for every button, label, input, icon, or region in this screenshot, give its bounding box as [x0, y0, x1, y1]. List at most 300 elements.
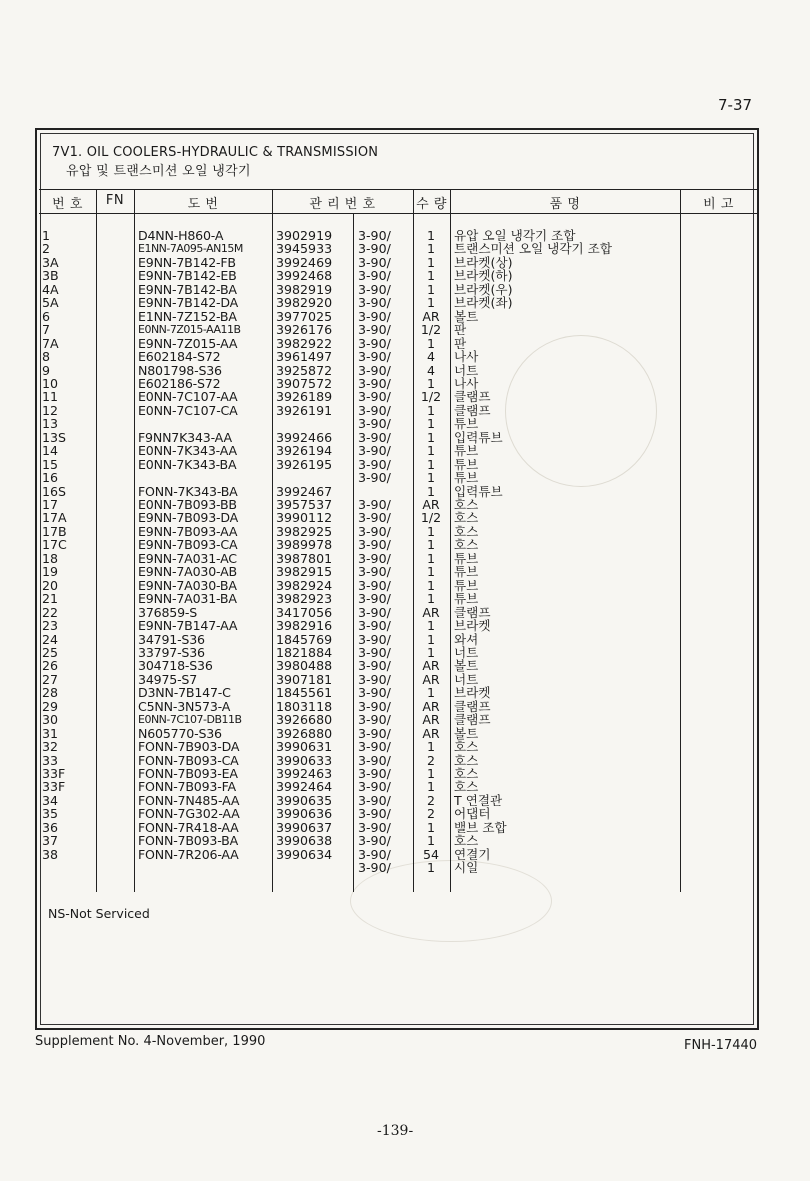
part-number-cell: 36: [42, 819, 59, 835]
quantity-cell: 1: [426, 819, 435, 835]
quantity-cell: 1: [426, 429, 435, 445]
quantity-cell: 1: [426, 779, 435, 795]
part-name-cell: 나사: [454, 375, 479, 391]
management-date-cell: 3-90/: [358, 241, 391, 257]
drawing-number-cell: E602184-S72: [138, 349, 221, 365]
management-number-cell: 3982923: [276, 591, 333, 607]
drawing-number-cell: E0NN-7B093-BB: [138, 497, 237, 512]
management-number-cell: 3925872: [276, 362, 333, 378]
management-date-cell: 3-90/: [358, 698, 391, 714]
management-number-cell: 3990633: [276, 752, 333, 768]
management-number-cell: 1803118: [276, 698, 333, 714]
quantity-cell: AR: [422, 698, 440, 714]
part-number-cell: 2: [42, 241, 51, 257]
part-number-cell: 28: [42, 685, 59, 701]
quantity-cell: 54: [422, 846, 440, 862]
part-number-cell: 27: [42, 671, 59, 687]
header-fn: FN: [105, 193, 125, 208]
header-top-rule: [39, 189, 757, 190]
drawing-number-cell: FONN-7R206-AA: [138, 846, 239, 862]
management-date-cell: 3-90/: [358, 362, 391, 378]
part-name-cell: 튜브: [454, 577, 479, 593]
part-name-cell: 너트: [454, 671, 479, 687]
management-date-cell: 3-90/: [358, 766, 391, 781]
drawing-number-cell: E9NN-7B147-AA: [138, 618, 238, 634]
drawing-number-cell: FONN-7B093-CA: [138, 752, 239, 768]
quantity-cell: 1/2: [420, 322, 442, 338]
quantity-cell: 2: [426, 792, 435, 808]
part-name-cell: 브라켓(좌): [454, 295, 513, 311]
management-number-cell: 3907572: [276, 375, 333, 391]
part-name-cell: 브라켓: [454, 685, 491, 701]
quantity-cell: 1: [426, 591, 435, 607]
quantity-cell: 1: [426, 443, 435, 459]
management-date-cell: 3-90/: [358, 860, 391, 876]
management-date-cell: 3-90/: [358, 228, 391, 243]
management-number-cell: 3992463: [276, 766, 333, 781]
part-number-cell: 30: [42, 712, 59, 728]
management-date-cell: 3-90/: [358, 443, 391, 459]
management-date-cell: 3-90/: [358, 456, 391, 472]
drawing-number-cell: E9NN-7A031-AC: [138, 550, 237, 566]
management-number-cell: 3992469: [276, 254, 333, 270]
part-number-cell: 10: [42, 375, 59, 391]
quantity-cell: 1: [426, 550, 435, 566]
drawing-number-cell: D4NN-H860-A: [138, 228, 224, 243]
part-name-cell: 호스: [454, 766, 479, 781]
management-date-cell: 3-90/: [358, 349, 391, 365]
management-number-cell: 3980488: [276, 658, 333, 674]
header-bottom-rule: [39, 213, 757, 214]
part-name-cell: 브라켓(우): [454, 281, 513, 297]
part-number-cell: 19: [42, 564, 59, 580]
management-date-cell: 3-90/: [358, 550, 391, 566]
part-name-cell: 튜브: [454, 456, 479, 472]
drawing-number-cell: E9NN-7B142-FB: [138, 254, 236, 270]
part-name-cell: 튜브: [454, 564, 479, 580]
quantity-cell: AR: [422, 604, 440, 620]
part-name-cell: 볼트: [454, 725, 479, 741]
management-number-cell: 3977025: [276, 308, 333, 324]
management-date-cell: 3-90/: [358, 416, 391, 432]
management-date-cell: 3-90/: [358, 779, 391, 795]
management-date-cell: 3-90/: [358, 322, 391, 338]
column-divider: [450, 189, 451, 892]
part-number-cell: 21: [42, 591, 59, 607]
management-date-cell: 3-90/: [358, 752, 391, 768]
management-number-cell: 3990635: [276, 792, 333, 808]
management-number-cell: 3926194: [276, 443, 333, 459]
management-number-cell: 3987801: [276, 550, 333, 566]
drawing-number-cell: E9NN-7B142-DA: [138, 295, 239, 311]
part-number-cell: 17A: [42, 510, 67, 526]
management-number-cell: 3992467: [276, 483, 333, 499]
part-number-cell: 17: [42, 497, 59, 512]
column-divider: [272, 189, 273, 892]
drawing-number-cell: F9NN7K343-AA: [138, 429, 232, 445]
part-number-cell: 34: [42, 792, 59, 808]
management-number-cell: 3982922: [276, 335, 333, 351]
part-name-cell: 호스: [454, 833, 479, 849]
header-remark: 비 고: [703, 197, 734, 212]
management-number-cell: 3990112: [276, 510, 333, 526]
part-name-cell: 판: [454, 335, 467, 351]
management-date-cell: 3-90/: [358, 685, 391, 701]
quantity-cell: 1: [426, 523, 435, 539]
management-number-cell: 3990637: [276, 819, 333, 835]
management-number-cell: 3957537: [276, 497, 333, 512]
management-number-cell: 3982915: [276, 564, 333, 580]
part-number-cell: 35: [42, 806, 59, 822]
quantity-cell: 1/2: [420, 389, 442, 405]
drawing-number-cell: C5NN-3N573-A: [138, 698, 231, 714]
section-subtitle-korean: 유압 및 트랜스미션 오일 냉각기: [66, 164, 251, 179]
quantity-cell: 1: [426, 618, 435, 634]
quantity-cell: 4: [426, 362, 435, 378]
management-date-cell: 3-90/: [358, 644, 391, 660]
management-number-cell: 3992466: [276, 429, 333, 445]
column-divider: [134, 189, 135, 892]
management-number-cell: 3926195: [276, 456, 333, 472]
part-number-cell: 12: [42, 402, 59, 418]
quantity-cell: 1: [426, 402, 435, 418]
quantity-cell: AR: [422, 497, 440, 512]
management-number-cell: 3907181: [276, 671, 333, 687]
part-name-cell: 볼트: [454, 658, 479, 674]
part-number-cell: 33F: [42, 766, 66, 781]
part-name-cell: 브라켓: [454, 618, 491, 634]
management-number-cell: 3990638: [276, 833, 333, 849]
part-name-cell: 클램프: [454, 712, 491, 728]
management-date-cell: 3-90/: [358, 671, 391, 687]
part-name-cell: T 연결관: [454, 792, 503, 808]
header-part-name: 품 명: [549, 197, 581, 212]
management-date-cell: 3-90/: [358, 725, 391, 741]
quantity-cell: 1: [426, 685, 435, 701]
management-number-cell: 3982919: [276, 281, 333, 297]
quantity-cell: 1/2: [420, 510, 442, 526]
part-number-cell: 13S: [42, 429, 67, 445]
quantity-cell: 4: [426, 349, 435, 365]
management-date-cell: 3-90/: [358, 254, 391, 270]
management-number-cell: 3982924: [276, 577, 333, 593]
drawing-number-cell: E9NN-7Z015-AA: [138, 335, 238, 351]
part-name-cell: 클램프: [454, 402, 491, 418]
part-name-cell: 호스: [454, 523, 479, 539]
quantity-cell: 1: [426, 281, 435, 297]
part-name-cell: 튜브: [454, 550, 479, 566]
part-name-cell: 클램프: [454, 604, 491, 620]
part-name-cell: 클램프: [454, 698, 491, 714]
drawing-number-cell: N605770-S36: [138, 725, 222, 741]
management-number-cell: 3926176: [276, 322, 333, 338]
part-number-cell: 24: [42, 631, 59, 647]
header-number: 번 호: [52, 197, 83, 212]
part-name-cell: 호스: [454, 537, 479, 553]
part-number-cell: 18: [42, 550, 59, 566]
part-name-cell: 밸브 조합: [454, 819, 507, 835]
quantity-cell: 1: [426, 631, 435, 647]
part-name-cell: 입력튜브: [454, 429, 503, 445]
drawing-number-cell: FONN-7K343-BA: [138, 483, 238, 499]
footnote: NS-Not Serviced: [48, 906, 150, 921]
management-date-cell: 3-90/: [358, 833, 391, 849]
part-name-cell: 브라켓(상): [454, 254, 513, 270]
drawing-number-cell: 376859-S: [138, 604, 198, 620]
part-number-cell: 8: [42, 349, 51, 365]
drawing-number-cell: E9NN-7B093-CA: [138, 537, 238, 553]
quantity-cell: 1: [426, 739, 435, 755]
part-number-cell: 29: [42, 698, 59, 714]
header-quantity: 수 량: [416, 197, 447, 212]
header-drawing-number: 도 번: [187, 197, 219, 212]
drawing-number-cell: FONN-7N485-AA: [138, 792, 240, 808]
part-name-cell: 브라켓(하): [454, 268, 513, 284]
part-number-cell: 11: [42, 389, 59, 405]
part-number-cell: 32: [42, 739, 59, 755]
quantity-cell: 1: [426, 254, 435, 270]
section-title: 7V1. OIL COOLERS-HYDRAULIC & TRANSMISSION: [52, 145, 379, 160]
part-name-cell: 너트: [454, 644, 479, 660]
management-date-cell: 3-90/: [358, 510, 391, 526]
part-number-cell: 7A: [42, 335, 59, 351]
drawing-number-cell: E0NN-7C107-DB11B: [138, 713, 242, 727]
quantity-cell: 1: [426, 456, 435, 472]
drawing-number-cell: E1NN-7A095-AN15M: [138, 242, 243, 256]
part-number-cell: 15: [42, 456, 59, 472]
management-date-cell: 3-90/: [358, 402, 391, 418]
page-number-bottom: -139-: [377, 1123, 414, 1139]
part-number-cell: 22: [42, 604, 59, 620]
management-number-cell: 3990634: [276, 846, 333, 862]
part-number-cell: 7: [42, 322, 51, 338]
management-date-cell: 3-90/: [358, 806, 391, 822]
drawing-number-cell: FONN-7B093-FA: [138, 779, 236, 795]
part-number-cell: 3A: [42, 254, 59, 270]
quantity-cell: 2: [426, 806, 435, 822]
part-number-cell: 25: [42, 644, 59, 660]
drawing-number-cell: FONN-7B093-EA: [138, 766, 238, 781]
part-name-cell: 와셔: [454, 631, 479, 647]
drawing-number-cell: 34975-S7: [138, 671, 198, 687]
part-name-cell: 유압 오일 냉각기 조합: [454, 228, 576, 243]
management-number-cell: 1821884: [276, 644, 333, 660]
part-number-cell: 13: [42, 416, 59, 432]
management-date-cell: 3-90/: [358, 375, 391, 391]
management-number-cell: 3417056: [276, 604, 333, 620]
part-number-cell: 5A: [42, 295, 59, 311]
drawing-number-cell: E0NN-7Z015-AA11B: [138, 323, 241, 337]
footer-document-code: FNH-17440: [684, 1038, 758, 1053]
column-divider: [96, 189, 97, 892]
part-number-cell: 14: [42, 443, 59, 459]
drawing-number-cell: E9NN-7A030-AB: [138, 564, 237, 580]
drawing-number-cell: E9NN-7B093-DA: [138, 510, 239, 526]
drawing-number-cell: E0NN-7K343-AA: [138, 443, 237, 459]
part-number-cell: 17B: [42, 523, 67, 539]
header-management-number: 관 리 번 호: [309, 197, 376, 212]
drawing-number-cell: E0NN-7K343-BA: [138, 456, 237, 472]
part-name-cell: 입력튜브: [454, 483, 503, 499]
management-date-cell: 3-90/: [358, 712, 391, 728]
quantity-cell: 1: [426, 537, 435, 553]
management-date-cell: 3-90/: [358, 497, 391, 512]
management-date-cell: 3-90/: [358, 268, 391, 284]
part-name-cell: 호스: [454, 752, 479, 768]
quantity-cell: 1: [426, 860, 435, 876]
management-number-cell: 3926189: [276, 389, 333, 405]
part-number-cell: 16: [42, 470, 59, 486]
part-number-cell: 31: [42, 725, 59, 741]
quantity-cell: AR: [422, 308, 440, 324]
management-number-cell: 3961497: [276, 349, 333, 365]
management-number-cell: 3926191: [276, 402, 333, 418]
management-date-cell: 3-90/: [358, 564, 391, 580]
quantity-cell: AR: [422, 725, 440, 741]
part-number-cell: 1: [42, 228, 51, 243]
management-date-cell: 3-90/: [358, 604, 391, 620]
drawing-number-cell: E9NN-7B093-AA: [138, 523, 238, 539]
management-date-cell: 3-90/: [358, 335, 391, 351]
drawing-number-cell: FONN-7B903-DA: [138, 739, 240, 755]
management-date-cell: 3-90/: [358, 846, 391, 862]
management-date-cell: 3-90/: [358, 819, 391, 835]
quantity-cell: 2: [426, 752, 435, 768]
part-number-cell: 9: [42, 362, 51, 378]
management-date-cell: 3-90/: [358, 470, 391, 486]
part-name-cell: 호스: [454, 779, 479, 795]
drawing-number-cell: D3NN-7B147-C: [138, 685, 231, 701]
management-date-cell: 3-90/: [358, 792, 391, 808]
management-number-cell: 3945933: [276, 241, 333, 257]
quantity-cell: 1: [426, 564, 435, 580]
quantity-cell: 1: [426, 766, 435, 781]
management-number-cell: 1845769: [276, 631, 333, 647]
management-date-cell: 3-90/: [358, 537, 391, 553]
management-date-cell: 3-90/: [358, 739, 391, 755]
management-number-cell: 3982920: [276, 295, 333, 311]
drawing-number-cell: FONN-7R418-AA: [138, 819, 239, 835]
part-number-cell: 6: [42, 308, 51, 324]
part-number-cell: 26: [42, 658, 59, 674]
drawing-number-cell: E9NN-7B142-EB: [138, 268, 237, 284]
part-number-cell: 38: [42, 846, 59, 862]
quantity-cell: 1: [426, 483, 435, 499]
management-date-cell: 3-90/: [358, 281, 391, 297]
quantity-cell: AR: [422, 712, 440, 728]
management-date-cell: 3-90/: [358, 618, 391, 634]
quantity-cell: 1: [426, 644, 435, 660]
drawing-number-cell: E0NN-7C107-CA: [138, 402, 238, 418]
management-number-cell: 1845561: [276, 685, 333, 701]
drawing-number-cell: E1NN-7Z152-BA: [138, 308, 237, 324]
quantity-cell: AR: [422, 658, 440, 674]
part-name-cell: 연결기: [454, 846, 491, 862]
management-number-cell: 3926880: [276, 725, 333, 741]
part-name-cell: 튜브: [454, 416, 479, 432]
drawing-number-cell: FONN-7G302-AA: [138, 806, 240, 822]
column-divider: [353, 213, 354, 892]
management-date-cell: 3-90/: [358, 523, 391, 539]
page-number-top: 7-37: [718, 96, 753, 114]
drawing-number-cell: E9NN-7A030-BA: [138, 577, 237, 593]
management-date-cell: 3-90/: [358, 429, 391, 445]
quantity-cell: 1: [426, 375, 435, 391]
part-name-cell: 시일: [454, 860, 479, 876]
part-name-cell: 클램프: [454, 389, 491, 405]
drawing-number-cell: 34791-S36: [138, 631, 205, 647]
quantity-cell: 1: [426, 335, 435, 351]
part-number-cell: 17C: [42, 537, 67, 553]
part-number-cell: 3B: [42, 268, 59, 284]
quantity-cell: 1: [426, 295, 435, 311]
management-number-cell: 3982916: [276, 618, 333, 634]
part-name-cell: 판: [454, 322, 467, 338]
management-date-cell: 3-90/: [358, 308, 391, 324]
drawing-number-cell: FONN-7B093-BA: [138, 833, 238, 849]
part-number-cell: 33F: [42, 779, 66, 795]
column-divider: [680, 189, 681, 892]
part-name-cell: 호스: [454, 739, 479, 755]
management-number-cell: 3990631: [276, 739, 333, 755]
management-date-cell: 3-90/: [358, 631, 391, 647]
quantity-cell: 1: [426, 416, 435, 432]
part-name-cell: 너트: [454, 362, 479, 378]
part-name-cell: 튜브: [454, 470, 479, 486]
drawing-number-cell: E0NN-7C107-AA: [138, 389, 238, 405]
management-date-cell: 3-90/: [358, 658, 391, 674]
management-date-cell: 3-90/: [358, 389, 391, 405]
management-number-cell: 3989978: [276, 537, 333, 553]
part-name-cell: 트랜스미션 오일 냉각기 조합: [454, 241, 612, 257]
management-number-cell: 3982925: [276, 523, 333, 539]
management-number-cell: 3926680: [276, 712, 333, 728]
quantity-cell: 1: [426, 833, 435, 849]
quantity-cell: AR: [422, 671, 440, 687]
management-number-cell: 3992464: [276, 779, 333, 795]
part-name-cell: 어댑터: [454, 806, 491, 822]
management-date-cell: 3-90/: [358, 295, 391, 311]
part-number-cell: 37: [42, 833, 59, 849]
part-number-cell: 16S: [42, 483, 67, 499]
part-name-cell: 호스: [454, 510, 479, 526]
drawing-number-cell: E602186-S72: [138, 375, 221, 391]
drawing-number-cell: E9NN-7B142-BA: [138, 281, 237, 297]
management-date-cell: 3-90/: [358, 591, 391, 607]
footer-supplement: Supplement No. 4-November, 1990: [35, 1034, 266, 1049]
part-number-cell: 33: [42, 752, 59, 768]
management-number-cell: 3990636: [276, 806, 333, 822]
part-name-cell: 볼트: [454, 308, 479, 324]
quantity-cell: 1: [426, 241, 435, 257]
part-name-cell: 나사: [454, 349, 479, 365]
drawing-number-cell: N801798-S36: [138, 362, 222, 378]
part-name-cell: 호스: [454, 497, 479, 512]
management-date-cell: 3-90/: [358, 577, 391, 593]
quantity-cell: 1: [426, 577, 435, 593]
part-number-cell: 23: [42, 618, 59, 634]
quantity-cell: 1: [426, 228, 435, 243]
drawing-number-cell: 304718-S36: [138, 658, 213, 674]
part-number-cell: 4A: [42, 281, 59, 297]
drawing-number-cell: 33797-S36: [138, 644, 205, 660]
quantity-cell: 1: [426, 268, 435, 284]
part-name-cell: 튜브: [454, 591, 479, 607]
part-name-cell: 튜브: [454, 443, 479, 459]
part-number-cell: 20: [42, 577, 59, 593]
management-number-cell: 3992468: [276, 268, 333, 284]
drawing-number-cell: E9NN-7A031-BA: [138, 591, 237, 607]
